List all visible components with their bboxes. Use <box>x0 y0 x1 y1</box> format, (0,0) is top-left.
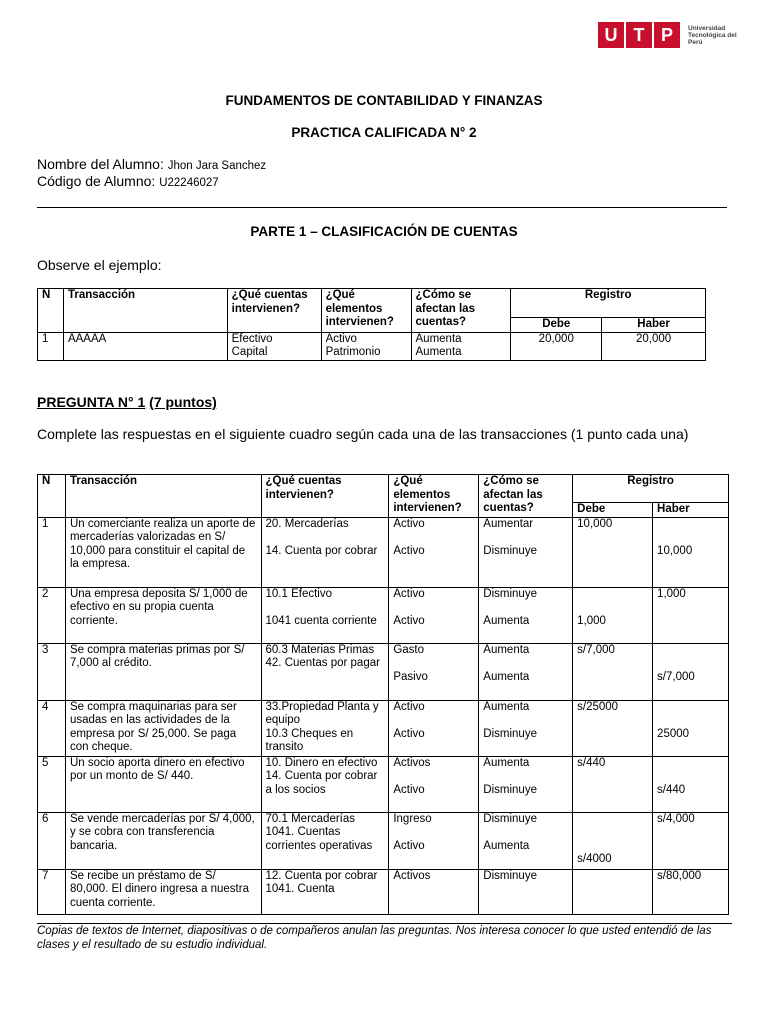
example-como: Aumenta Aumenta <box>411 332 511 360</box>
logo-letter-t: T <box>626 22 652 48</box>
student-name-label: Nombre del Alumno: <box>37 156 164 172</box>
example-cuentas: Efectivo Capital <box>227 332 321 360</box>
footer-divider <box>37 923 732 924</box>
answers-header-elementos: ¿Qué elementos intervienen? <box>389 475 479 518</box>
row-n: 7 <box>38 869 66 914</box>
header-n: N <box>38 289 64 333</box>
table-row <box>38 643 729 700</box>
row-cuentas: 10. Dinero en efectivo 14. Cuenta por cobrar a los socios <box>261 756 389 812</box>
row-transaccion: Se compra maquinarias para ser usadas en las actividades de la empresa por S/ 25,000. Se paga con cheque. <box>65 700 261 756</box>
example-debe: 20,000 <box>511 332 602 360</box>
header-transaccion: Transacción <box>63 289 227 333</box>
header-divider <box>37 207 727 208</box>
row-debe: 1,000 <box>573 587 653 643</box>
answers-header-transaccion: Transacción <box>65 475 261 518</box>
example-table <box>37 288 706 361</box>
row-transaccion: Se compra materias primas por S/ 7,000 al crédito. <box>65 643 261 700</box>
row-como: Aumenta Disminuye <box>479 700 573 756</box>
row-n: 2 <box>38 587 66 643</box>
row-cuentas: 12. Cuenta por cobrar 1041. Cuenta <box>261 869 389 914</box>
header-haber: Haber <box>602 318 706 333</box>
table-row <box>38 700 729 756</box>
student-name-value: Jhon Jara Sanchez <box>167 160 267 172</box>
table-row <box>38 517 729 587</box>
row-haber: s/7,000 <box>653 643 729 700</box>
header-registro: Registro <box>511 289 706 318</box>
example-elementos: Activo Patrimonio <box>321 332 411 360</box>
table-row <box>38 756 729 812</box>
answers-header-debe: Debe <box>573 503 653 518</box>
row-debe <box>573 869 653 914</box>
row-como: Disminuye <box>479 869 573 914</box>
row-n: 6 <box>38 812 66 869</box>
row-cuentas: 33.Propiedad Planta y equipo 10.3 Cheques en transito <box>261 700 389 756</box>
header-cuentas: ¿Qué cuentas intervienen? <box>227 289 321 333</box>
document-title: FUNDAMENTOS DE CONTABILIDAD Y FINANZAS <box>225 93 543 108</box>
answers-header-registro: Registro <box>573 475 729 503</box>
row-debe: s/440 <box>573 756 653 812</box>
row-haber: s/80,000 <box>653 869 729 914</box>
row-cuentas: 70.1 Mercaderías 1041. Cuentas corrientes operativas <box>261 812 389 869</box>
row-haber: 10,000 <box>653 517 729 587</box>
logo-letter-u: U <box>598 22 624 48</box>
row-n: 1 <box>38 517 66 587</box>
question-title: PREGUNTA N° 1 <box>37 394 146 410</box>
table-row <box>38 812 729 869</box>
row-cuentas: 60.3 Materias Primas 42. Cuentas por pagar <box>261 643 389 700</box>
part1-title: PARTE 1 – CLASIFICACIÓN DE CUENTAS <box>250 224 518 239</box>
student-code-label: Código de Alumno: <box>37 173 156 189</box>
student-name-row <box>37 156 266 172</box>
header-elementos: ¿Qué elementos intervienen? <box>321 289 411 333</box>
row-transaccion: Se vende mercaderías por S/ 4,000, y se cobra con transferencia bancaria. <box>65 812 261 869</box>
row-elementos: Activos <box>389 869 479 914</box>
example-instruction: Observe el ejemplo: <box>37 257 162 273</box>
logo-letter-p: P <box>654 22 680 48</box>
student-code-row <box>37 173 219 189</box>
question-heading <box>37 394 217 410</box>
table-row <box>38 869 729 914</box>
row-como: Disminuye Aumenta <box>479 812 573 869</box>
example-transaccion: AAAAA <box>63 332 227 360</box>
row-como: Aumentar Disminuye <box>479 517 573 587</box>
row-elementos: Ingreso Activo <box>389 812 479 869</box>
row-transaccion: Un comerciante realiza un aporte de mercaderías valorizadas en S/ 10,000 para constituir el capital de la empresa. <box>65 517 261 587</box>
row-como: Aumenta Aumenta <box>479 643 573 700</box>
row-haber: 1,000 <box>653 587 729 643</box>
answers-header-n: N <box>38 475 66 518</box>
row-haber: 25000 <box>653 700 729 756</box>
answers-header-haber: Haber <box>653 503 729 518</box>
student-code-value: U22246027 <box>159 177 219 189</box>
question-instruction: Complete las respuestas en el siguiente cuadro según cada una de las transacciones (1 punto cada una) <box>37 426 689 442</box>
row-elementos: Activos Activo <box>389 756 479 812</box>
example-haber: 20,000 <box>602 332 706 360</box>
example-row <box>38 332 706 360</box>
row-n: 5 <box>38 756 66 812</box>
utp-logo <box>598 22 738 48</box>
row-transaccion: Una empresa deposita S/ 1,000 de efectivo en su propia cuenta corriente. <box>65 587 261 643</box>
table-row <box>38 587 729 643</box>
row-n: 3 <box>38 643 66 700</box>
row-haber: s/4,000 <box>653 812 729 869</box>
row-transaccion: Se recibe un préstamo de S/ 80,000. El dinero ingresa a nuestra cuenta corriente. <box>65 869 261 914</box>
row-elementos: Gasto Pasivo <box>389 643 479 700</box>
answers-header-como: ¿Cómo se afectan las cuentas? <box>479 475 573 518</box>
answers-table <box>37 474 729 915</box>
row-debe: s/25000 <box>573 700 653 756</box>
document-subtitle: PRACTICA CALIFICADA N° 2 <box>291 125 477 140</box>
row-elementos: Activo Activo <box>389 700 479 756</box>
logo-university-name: Universidad Tecnológica del Perú <box>688 24 737 46</box>
header-debe: Debe <box>511 318 602 333</box>
row-debe: s/4000 <box>573 812 653 869</box>
question-points: (7 puntos) <box>149 394 217 410</box>
row-elementos: Activo Activo <box>389 517 479 587</box>
row-debe: s/7,000 <box>573 643 653 700</box>
row-cuentas: 10.1 Efectivo 1041 cuenta corriente <box>261 587 389 643</box>
row-transaccion: Un socio aporta dinero en efectivo por un monto de S/ 440. <box>65 756 261 812</box>
footer-note: Copias de textos de Internet, diapositivas o de compañeros anulan las preguntas. Nos interesa conocer lo que usted entendió de las clases y el resultado de su estudio individual. <box>37 925 712 951</box>
row-debe: 10,000 <box>573 517 653 587</box>
example-n: 1 <box>38 332 64 360</box>
row-n: 4 <box>38 700 66 756</box>
row-como: Disminuye Aumenta <box>479 587 573 643</box>
row-elementos: Activo Activo <box>389 587 479 643</box>
row-cuentas: 20. Mercaderías 14. Cuenta por cobrar <box>261 517 389 587</box>
row-como: Aumenta Disminuye <box>479 756 573 812</box>
row-haber: s/440 <box>653 756 729 812</box>
answers-header-cuentas: ¿Qué cuentas intervienen? <box>261 475 389 518</box>
header-como: ¿Cómo se afectan las cuentas? <box>411 289 511 333</box>
